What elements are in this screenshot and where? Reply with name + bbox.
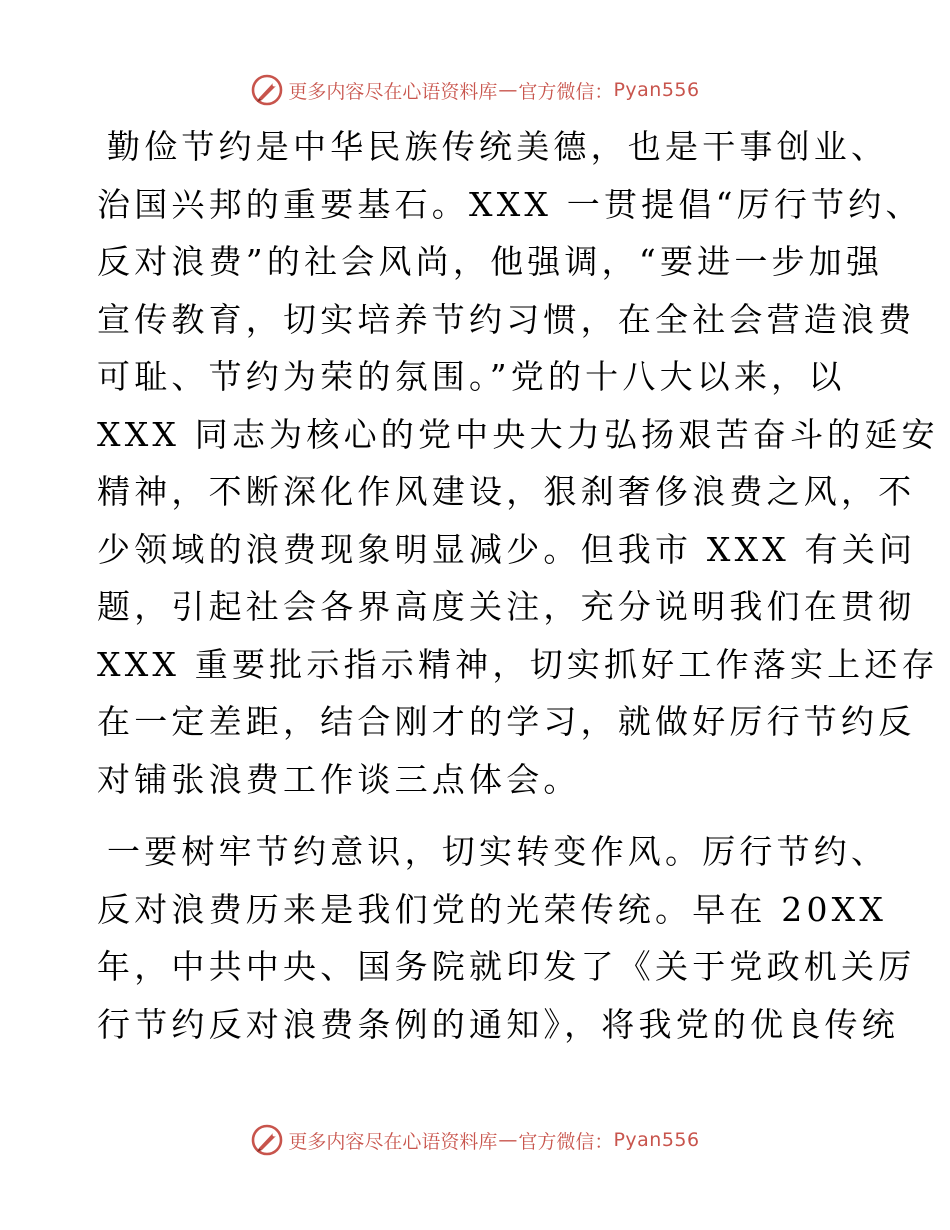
watermark-separator: — — [498, 79, 518, 101]
text-line: 在一定差距，结合刚才的学习，就做好厉行节约反 — [97, 702, 916, 741]
text-line: 可耻、节约为荣的氛围。”党的十八大以来，以 — [97, 357, 846, 396]
text-line: 治国兴邦的重要基石。XXX 一贯提倡“厉行节约、 — [97, 184, 923, 224]
text-line: 行节约反对浪费条例的通知》，将我党的优良传统 — [97, 1004, 899, 1044]
paragraph — [97, 823, 916, 1053]
paragraph — [97, 118, 939, 808]
text-line: 对铺张浪费工作谈三点体会。 — [97, 759, 581, 799]
footer-watermark — [0, 1120, 950, 1160]
text-line: XXX 重要批示指示精神，切实抓好工作落实上还存 — [97, 644, 939, 684]
text-line: 反对浪费历来是我们党的光荣传统。早在 20XX — [97, 889, 888, 929]
quill-pen-icon — [250, 73, 284, 107]
text-line: XXX 同志为核心的党中央大力弘扬艰苦奋斗的延安 — [97, 414, 939, 454]
watermark-text: 更多内容尽在心语资料库 — [288, 1130, 498, 1153]
text-line: 题，引起社会各界高度关注，充分说明我们在贯彻 — [97, 587, 916, 626]
text-line: 反对浪费”的社会风尚，他强调，“要进一步加强 — [97, 242, 884, 281]
text-line: 年，中共中央、国务院就印发了《关于党政机关厉 — [97, 947, 916, 986]
text-line: 少领域的浪费现象明显减少。但我市 XXX 有关问 — [97, 529, 917, 569]
watermark-separator: — — [498, 1129, 518, 1151]
paragraph-gap — [97, 808, 857, 823]
text-line: 精神，不断深化作风建设，狠刹奢侈浪费之风，不 — [97, 472, 916, 511]
text-line: 勤俭节约是中华民族传统美德，也是干事创业、 — [107, 127, 889, 166]
text-line: 宣传教育，切实培养节约习惯，在全社会营造浪费 — [97, 299, 916, 339]
watermark-handle: Pyan556 — [613, 1129, 700, 1151]
watermark-suffix: 官方微信： — [518, 80, 614, 103]
watermark-text: 更多内容尽在心语资料库 — [288, 80, 498, 103]
watermark-suffix: 官方微信： — [518, 1130, 614, 1153]
text-line: 一要树牢节约意识，切实转变作风。厉行节约、 — [107, 832, 889, 871]
document-body — [97, 118, 939, 1053]
watermark-handle: Pyan556 — [613, 79, 700, 101]
header-watermark — [0, 70, 950, 110]
quill-pen-icon — [250, 1123, 284, 1157]
